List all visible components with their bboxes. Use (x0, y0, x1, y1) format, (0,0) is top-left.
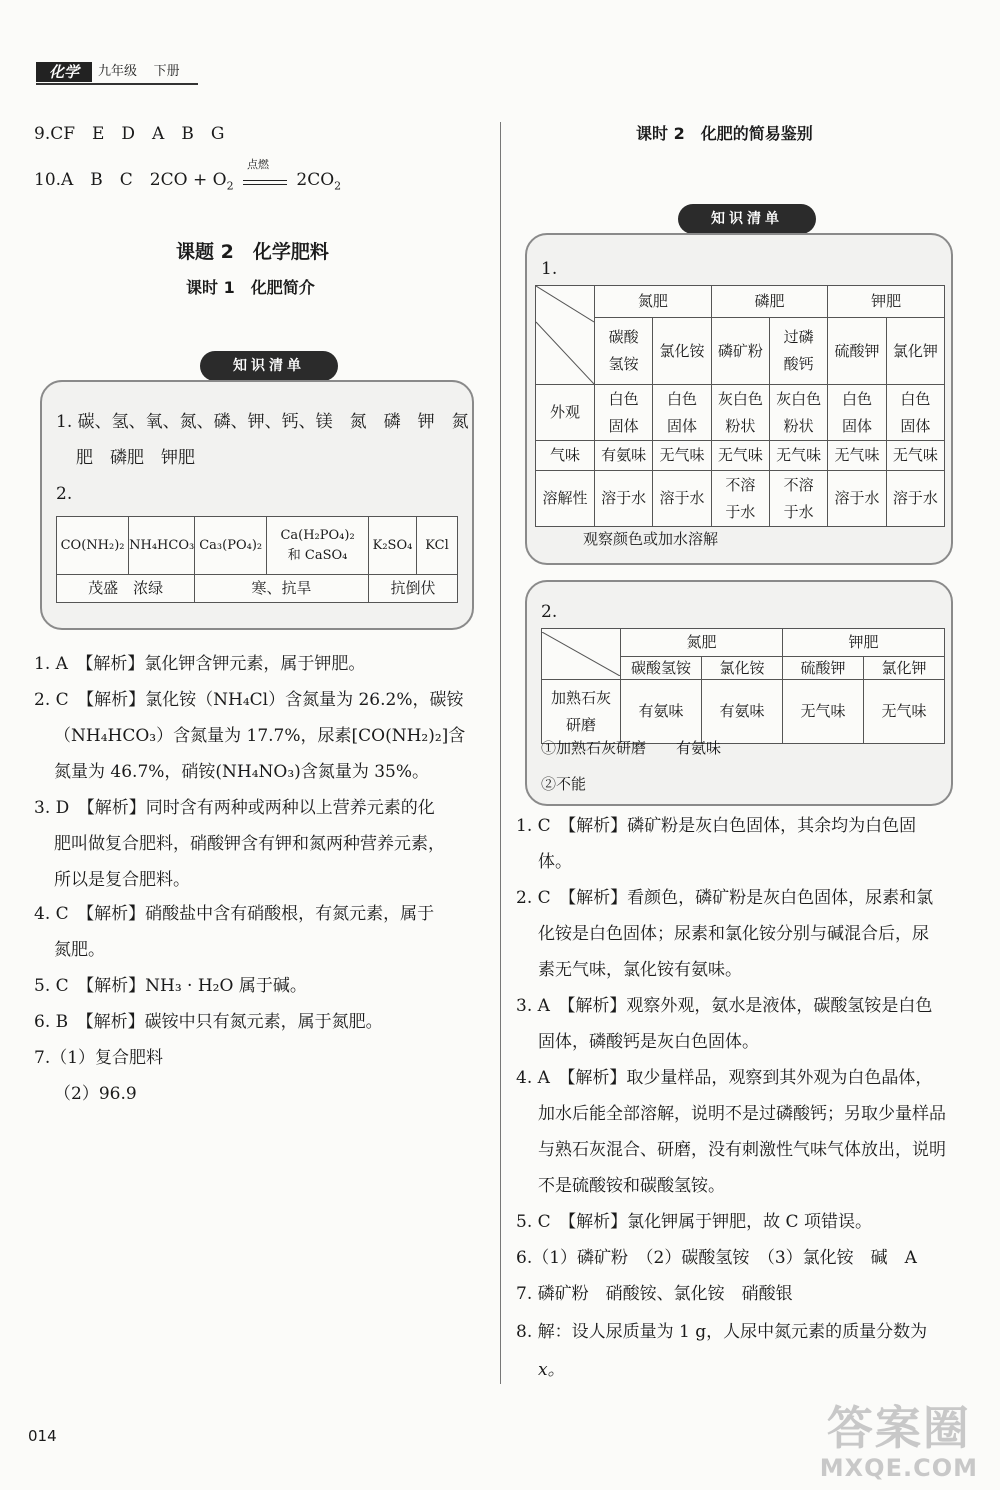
answer-line: 所以是复合肥料。 (54, 870, 190, 890)
item-header: 氯化铵 (702, 657, 783, 680)
page-header (36, 62, 198, 82)
formula-cell: CO(NH₂)₂ (57, 517, 129, 575)
answer-line: 与熟石灰混合、研磨，没有刺激性气味气体放出，说明 (538, 1140, 946, 1160)
group-header: 磷肥 (711, 286, 828, 318)
diagonal-header-cell (536, 286, 595, 385)
identification-table (535, 285, 945, 527)
table-cell (828, 385, 886, 441)
table-cell (595, 385, 653, 441)
cell-text: 灰白色 (717, 389, 763, 408)
item-text: 碳酸 (608, 328, 639, 347)
item-text: 氢铵 (608, 355, 639, 374)
cell-text: 白色 (841, 389, 872, 408)
answer-line: 1. A 【解析】氯化钾含钾元素，属于钾肥。 (34, 654, 366, 674)
effect-cell: 寒、抗旱 (195, 575, 369, 603)
table-cell: 无气味 (783, 680, 864, 744)
reaction-condition: 点燃 (246, 157, 269, 171)
knowledge-list-label-right: 知识清单 (678, 204, 816, 234)
item-text: 磷矿粉 (717, 341, 763, 360)
answer-line: 化铵是白色固体；尿素和氯化铵分别与碱混合后，尿 (538, 924, 929, 944)
table-row (536, 385, 945, 441)
fertilizer-table (56, 516, 458, 603)
table-row (536, 441, 945, 471)
table-cell: 溶于水 (828, 471, 886, 527)
header-rule (36, 83, 198, 85)
item-header (886, 318, 944, 385)
item-header: 氯化钾 (864, 657, 945, 680)
table-cell: 无气味 (769, 441, 827, 471)
answer-line: 4. C 【解析】硝酸盐中含有硝酸根，有氮元素，属于 (34, 904, 435, 924)
item-text: 过磷 (783, 328, 814, 347)
answer-line: 氮肥。 (54, 940, 105, 960)
formula-cell (267, 517, 369, 575)
answer-line: 4. A 【解析】取少量样品，观察到其外观为白色晶体， (516, 1068, 933, 1088)
watermark-line2: MXQE.COM (819, 1454, 978, 1482)
table-cell: 有氨味 (702, 680, 783, 744)
table-cell: 无气味 (711, 441, 769, 471)
item-header (711, 318, 769, 385)
watermark-logo (820, 1402, 978, 1482)
cell-text: 灰白色 (776, 389, 822, 408)
q10-product: 2CO (296, 170, 335, 190)
group-header: 钾肥 (783, 629, 945, 657)
row-label: 溶解性 (536, 471, 595, 527)
knowledge-list-label-left: 知识清单 (200, 351, 338, 381)
table-cell: 有氨味 (595, 441, 653, 471)
table-cell: 无气味 (653, 441, 711, 471)
volume-label: 下册 (153, 64, 180, 79)
row-label: 气味 (536, 441, 595, 471)
answer-line: 氮量为 46.7%，硝铵(NH₄NO₃)含氮量为 35%。 (54, 762, 430, 782)
diagonal-lines (536, 286, 594, 384)
heating-table (541, 628, 945, 744)
formula-cell: NH₄HCO₃ (129, 517, 195, 575)
box2-note1: ①加熟石灰研磨 有氨味 (541, 739, 722, 757)
answer-line: （2）96.9 (54, 1084, 137, 1104)
answer-line: 固体，磷酸钙是灰白色固体。 (538, 1032, 759, 1052)
lesson1-title: 课时 1 化肥简介 (186, 278, 315, 297)
cell-text: 于水 (783, 502, 814, 521)
table-cell (886, 385, 944, 441)
answer-line: 2. C 【解析】看颜色，磷矿粉是灰白色固体，尿素和氯 (516, 888, 934, 908)
answer-line: 8. 解：设人尿质量为 1 g，人尿中氮元素的质量分数为 (516, 1322, 928, 1342)
kl-item1-line2: 肥 磷肥 钾肥 (76, 448, 195, 468)
lesson2-title: 课时 2 化肥的简易鉴别 (636, 124, 813, 143)
cell-text: 白色 (666, 389, 697, 408)
answer-line: 7. 磷矿粉 硝酸铵、氯化铵 硝酸银 (516, 1284, 793, 1304)
answer-line: （NH₄HCO₃）含氮量为 17.7%，尿素[CO(NH₂)₂]含 (54, 726, 466, 746)
watermark-line1: 答案圈 (826, 1401, 971, 1455)
answer-line: 7.（1）复合肥料 (34, 1048, 164, 1068)
answer-line: 5. C 【解析】NH₃ · H₂O 属于碱。 (34, 976, 307, 996)
answer-line: 素无气味，氯化铵有氨味。 (538, 960, 742, 980)
table-cell (711, 471, 769, 527)
q10-sub: 2 (226, 179, 234, 193)
table-cell (769, 471, 827, 527)
table-cell: 溶于水 (886, 471, 944, 527)
table-cell: 无气味 (864, 680, 945, 744)
box2-note2: ②不能 (541, 775, 587, 793)
item-header (828, 318, 886, 385)
row-label-text: 加熟石灰 (550, 688, 611, 707)
cell-text: 白色 (608, 389, 639, 408)
item-header (653, 318, 711, 385)
cell-text: 不溶 (783, 475, 814, 494)
answer-q10 (34, 157, 342, 200)
answer-q9: 9.CF E D A B G (34, 124, 225, 144)
answer-line: 6.（1）磷矿粉 （2）碳酸氢铵 （3）氯化铵 碱 A (516, 1248, 917, 1268)
box1-footer: 观察颜色或加水溶解 (583, 530, 719, 548)
cell-text: 白色 (900, 389, 931, 408)
table-cell: 有氨味 (621, 680, 702, 744)
formula-cell: KCl (417, 517, 458, 575)
table-cell (711, 385, 769, 441)
kl-item2-label: 2. (56, 484, 73, 504)
answer-line: 体。 (538, 852, 572, 872)
answer-line: 2. C 【解析】氯化铵（NH₄Cl）含氮量为 26.2%，碳铵 (34, 690, 464, 710)
item-header: 硫酸钾 (783, 657, 864, 680)
diagonal-lines (542, 632, 620, 676)
knowledge-box-2 (525, 580, 953, 806)
diagonal-header-cell (542, 629, 621, 680)
answer-line: 不是硫酸铵和碳酸氢铵。 (538, 1176, 725, 1196)
item-text: 氯化钾 (892, 341, 938, 360)
row-label: 外观 (536, 385, 595, 441)
cell-text: 粉状 (725, 416, 756, 435)
item-text: 硫酸钾 (834, 341, 880, 360)
cell-text: 固体 (841, 416, 872, 435)
table-cell (769, 385, 827, 441)
answer-line: 1. C 【解析】磷矿粉是灰白色固体，其余均为白色固 (516, 816, 917, 836)
page-number: 014 (28, 1427, 57, 1445)
formula-cell: Ca₃(PO₄)₂ (195, 517, 267, 575)
cell-text: 固体 (666, 416, 697, 435)
formula-cell: K₂SO₄ (368, 517, 416, 575)
knowledge-box-left (40, 380, 474, 630)
formula-line: 和 CaSO₄ (287, 547, 348, 563)
table-row (536, 471, 945, 527)
cell-text: 固体 (900, 416, 931, 435)
item-header: 碳酸氢铵 (621, 657, 702, 680)
answer-line: 3. A 【解析】观察外观，氨水是液体，碳酸氢铵是白色 (516, 996, 933, 1016)
q10-text: 10.A B C 2CO + O (34, 170, 227, 190)
answer-line: 肥叫做复合肥料，硝酸钾含有钾和氮两种营养元素， (54, 834, 445, 854)
table-cell: 溶于水 (653, 471, 711, 527)
table-cell (653, 385, 711, 441)
cell-text: 粉状 (783, 416, 814, 435)
cell-text: 于水 (725, 502, 756, 521)
item-text: 酸钙 (783, 355, 814, 374)
row-label-text: 研磨 (565, 715, 596, 734)
grade-label: 九年级 (98, 64, 138, 79)
answer-line: 5. C 【解析】氯化钾属于钾肥，故 C 项错误。 (516, 1212, 872, 1232)
table-cell: 无气味 (828, 441, 886, 471)
box1-label: 1. (541, 259, 558, 279)
answer-line: 6. B 【解析】碳铵中只有氮元素，属于氮肥。 (34, 1012, 383, 1032)
kl-item1-line1: 1. 碳、氢、氧、氮、磷、钾、钙、镁 氮 磷 钾 氮 (56, 412, 469, 432)
item-header (769, 318, 827, 385)
box2-label: 2. (541, 602, 558, 622)
header-text (98, 62, 180, 82)
effect-cell: 茂盛 浓绿 (57, 575, 195, 603)
group-header: 氮肥 (621, 629, 783, 657)
cell-text: 固体 (608, 416, 639, 435)
knowledge-box-1 (525, 233, 953, 565)
formula-line: Ca(H₂PO₄)₂ (280, 527, 355, 543)
answer-line: 加水后能全部溶解，说明不是过磷酸钙；另取少量样品 (538, 1104, 946, 1124)
group-header: 钾肥 (828, 286, 945, 318)
reaction-arrow (243, 157, 287, 191)
answer-line: 3. D 【解析】同时含有两种或两种以上营养元素的化 (34, 798, 435, 818)
table-cell: 无气味 (886, 441, 944, 471)
item-header (595, 318, 653, 385)
answer-line: x。 (538, 1360, 565, 1380)
item-text: 氯化铵 (659, 341, 705, 360)
column-divider (500, 122, 501, 1384)
topic-title: 课题 2 化学肥料 (176, 241, 329, 263)
subject-logo: 化学 (36, 62, 92, 82)
cell-text: 不溶 (725, 475, 756, 494)
q10-product-sub: 2 (334, 179, 342, 193)
group-header: 氮肥 (595, 286, 712, 318)
effect-cell: 抗倒伏 (368, 575, 457, 603)
table-cell: 溶于水 (595, 471, 653, 527)
